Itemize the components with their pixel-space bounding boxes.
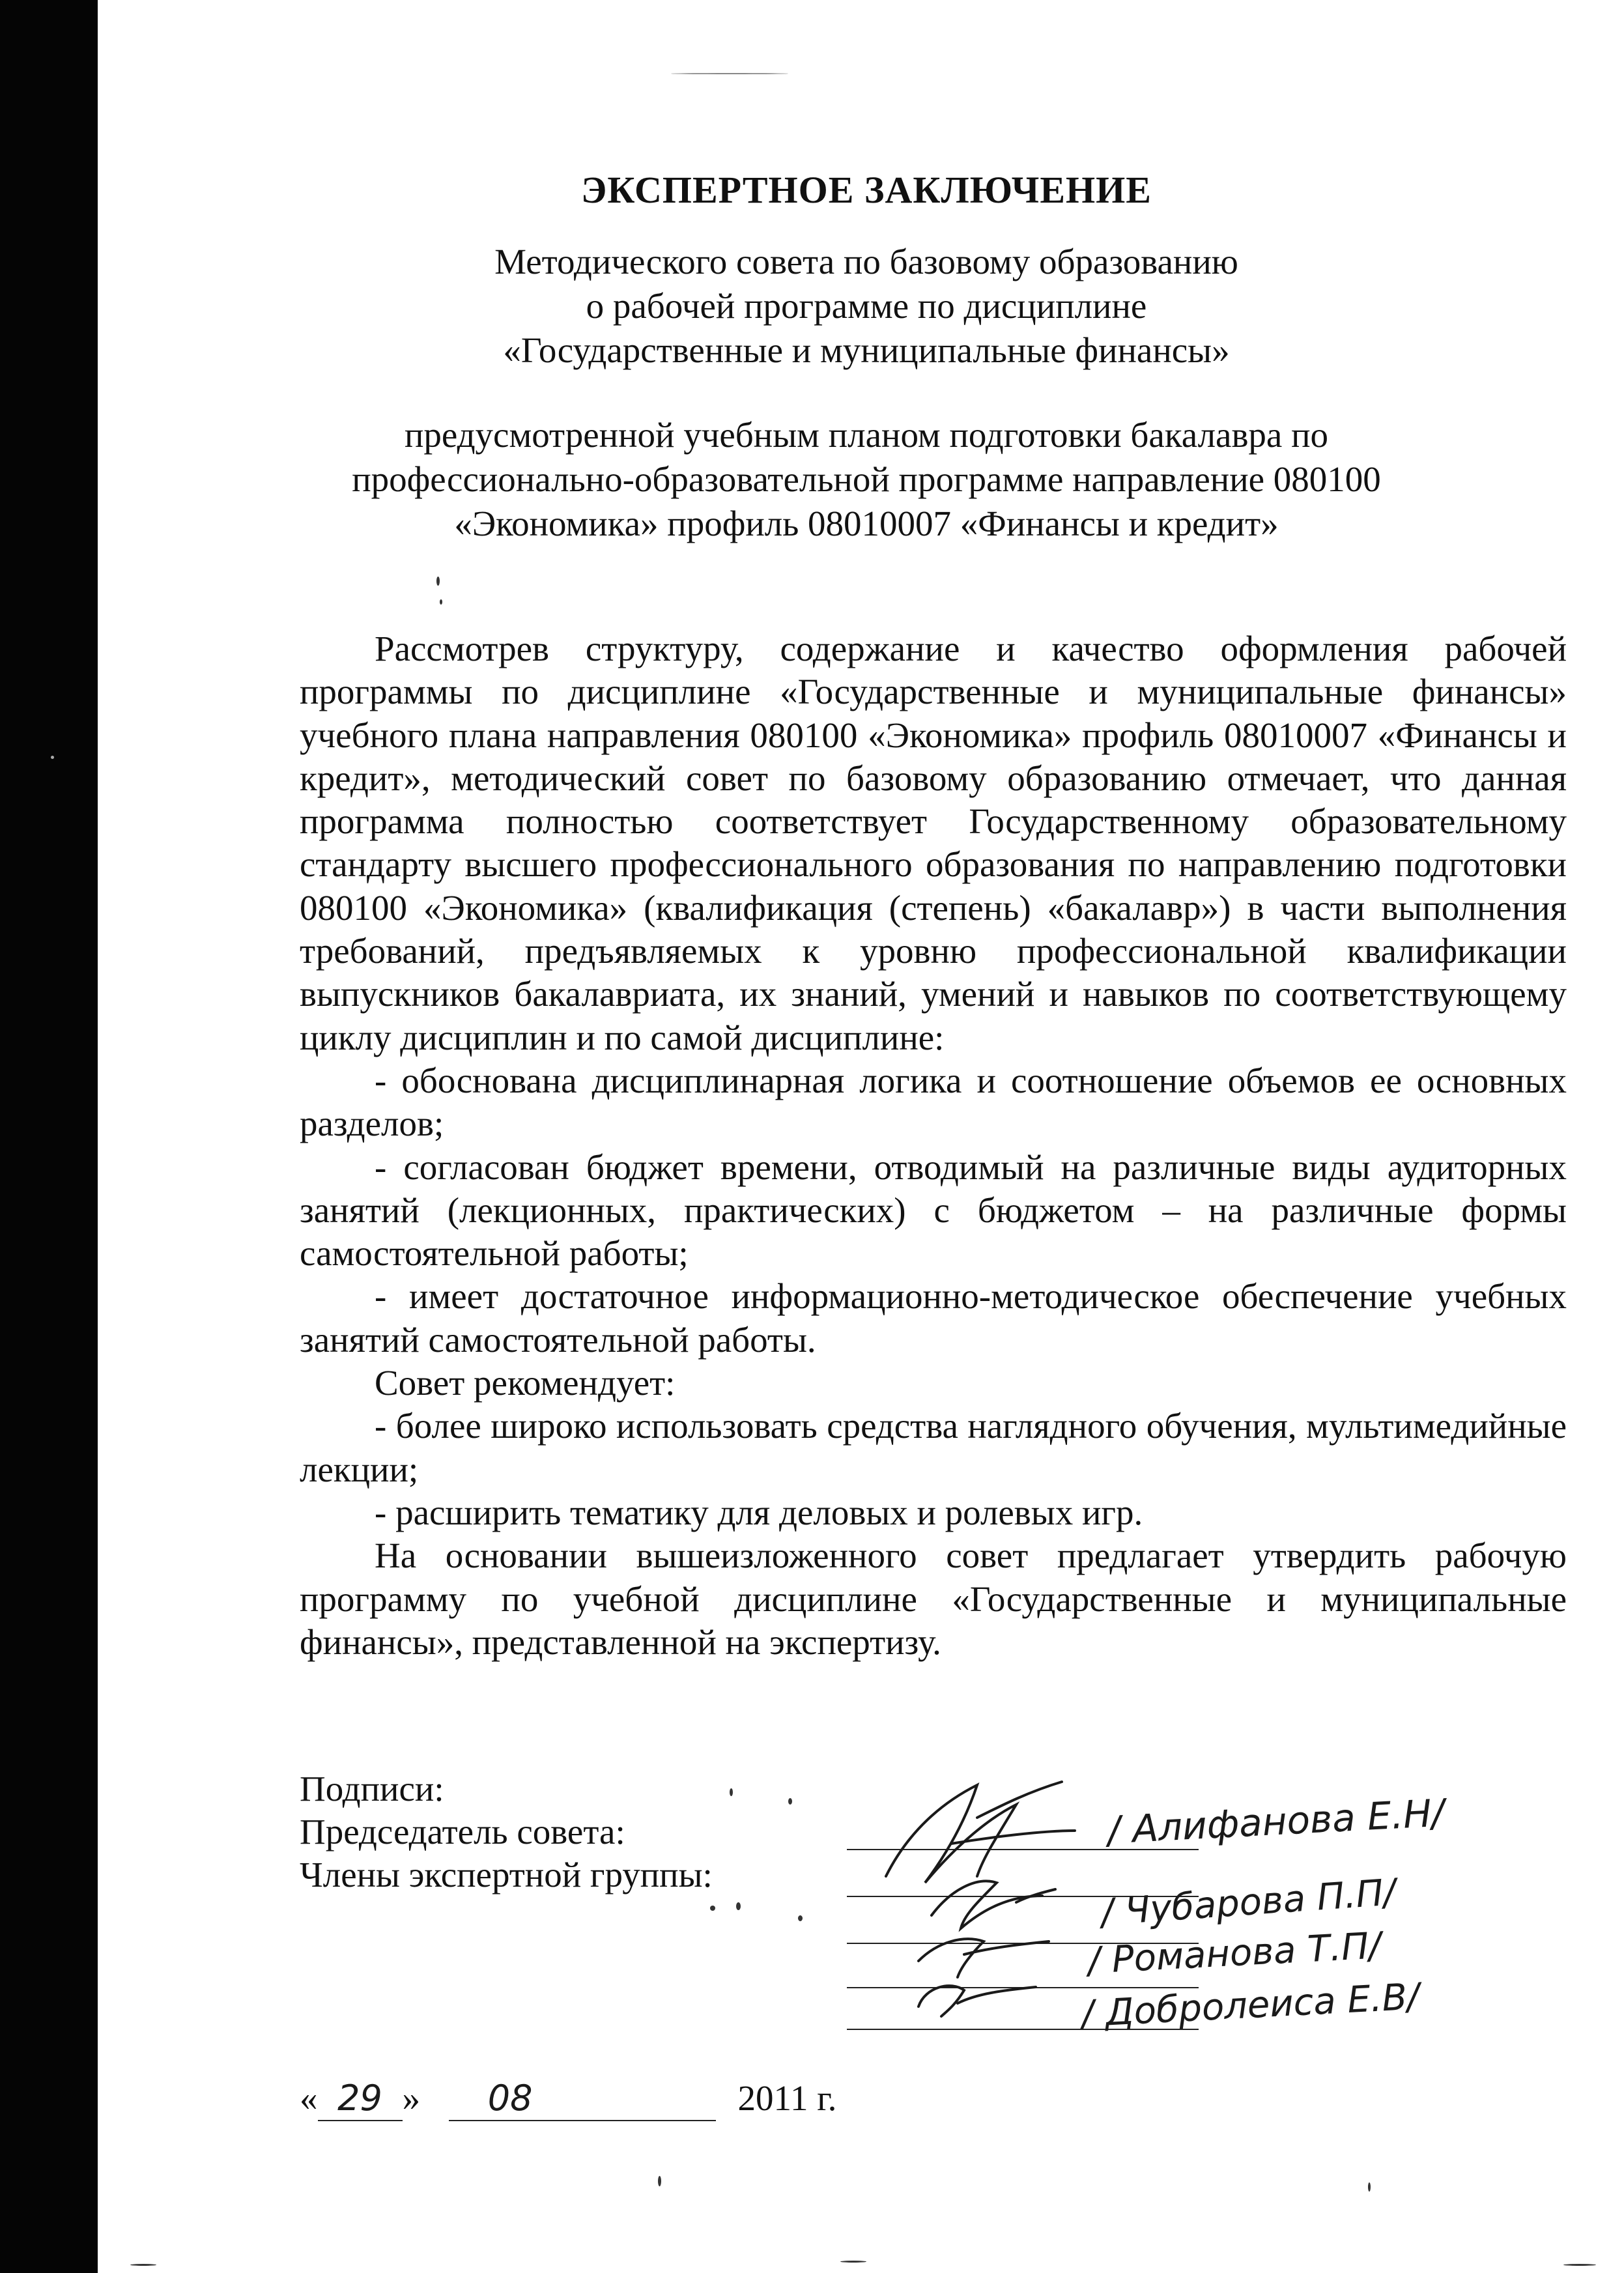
member1-signature-stroke — [932, 1881, 1055, 1928]
member3-signature-stroke — [919, 1986, 1036, 2016]
program-line: профессионально-образовательной программе направление 080100 — [352, 459, 1381, 499]
paragraph-support: - имеет достаточное информационно-методическое обеспечение учебных занятий самостоятельной работы. — [300, 1276, 1567, 1360]
scan-speck — [440, 599, 442, 605]
scan-speck — [788, 1798, 792, 1805]
date-close-quote: » — [402, 2078, 420, 2118]
scan-speck — [730, 1788, 733, 1796]
paragraph-logic: - обоснована дисциплинарная логика и соотношение объемов ее основных разделов; — [300, 1060, 1567, 1144]
chair-name-handwritten: / Алифанова Е.Н/ — [1106, 1790, 1446, 1853]
date-day: 29 — [337, 2078, 382, 2119]
member-name-handwritten: / Чубарова П.П/ — [1100, 1871, 1397, 1934]
program-line: «Экономика» профиль 08010007 «Финансы и кредит» — [454, 504, 1279, 543]
paragraph-games: - расширить тематику для деловых и ролевых игр. — [375, 1492, 1143, 1532]
date-row — [300, 2077, 951, 2121]
scan-speck — [130, 2264, 156, 2266]
program-line: предусмотренной учебным планом подготовки бакалавра по — [404, 415, 1329, 455]
handwritten-signatures-icon — [847, 1746, 1531, 2020]
scan-speck — [710, 1906, 715, 1911]
paragraph-review: Рассмотрев структуру, содержание и качество оформления рабочей программы по дисциплине «Государственные и муниципальные финансы» учебного плана направления 080100 «Экономика» профиль 08010007 «Финансы и кредит», методический совет по базовому образованию отмечает, что данная программа полностью соответствует Государственному образовательному стандарту высшего профессионального образования по направлению подготовки 080100 «Экономика» (квалификация (степень) «бакалавр») в части выполнения требований, предъявляемых к уровню профессиональной квалификации выпускников бакалавриата, их знаний, умений и навыков по соответствующему циклу дисциплин и по самой дисциплине: — [300, 629, 1567, 1057]
date-year: 2011 г. — [737, 2078, 837, 2118]
subtitle-line: «Государственные и муниципальные финансы» — [503, 330, 1230, 370]
paragraph-conclusion: На основании вышеизложенного совет предлагает утвердить рабочую программу по учебной дисциплине «Государственные и муниципальные финансы», представленной на экспертизу. — [300, 1536, 1567, 1662]
chair-label: Председатель совета: — [300, 1812, 625, 1851]
scan-speck — [840, 2261, 866, 2263]
signatures-block — [300, 1767, 756, 1896]
scan-speck — [1563, 2264, 1596, 2266]
members-label: Члены экспертной группы: — [300, 1855, 713, 1894]
scan-speck — [736, 1902, 741, 1910]
paragraph-recommends: Совет рекомендует: — [375, 1363, 676, 1403]
date-month-field — [449, 2077, 716, 2121]
scan-speck — [671, 73, 788, 74]
member2-signature-stroke — [919, 1939, 1049, 1977]
subtitle-line: о рабочей программе по дисциплине — [586, 286, 1147, 326]
document-title: ЭКСПЕРТНОЕ ЗАКЛЮЧЕНИЕ — [581, 169, 1152, 211]
chair-signature-stroke — [886, 1782, 1075, 1883]
scan-speck — [1368, 2182, 1371, 2192]
date-open-quote: « — [300, 2078, 318, 2118]
scan-speck — [658, 2176, 661, 2186]
paragraph-budget: - согласован бюджет времени, отводимый на различные виды аудиторных занятий (лекционных, практических) с бюджетом – на различные формы самостоятельной работы; — [300, 1147, 1567, 1274]
document-subtitle — [274, 240, 1459, 373]
document-body — [300, 627, 1567, 1664]
program-description — [274, 413, 1459, 546]
member-name-handwritten: / Романова Т.П/ — [1087, 1924, 1382, 1982]
subtitle-line: Методического совета по базовому образованию — [494, 242, 1238, 281]
paragraph-multimedia: - более широко использовать средства наглядного обучения, мультимедийные лекции; — [300, 1406, 1567, 1489]
date-day-field — [318, 2077, 403, 2121]
date-month: 08 — [487, 2078, 533, 2119]
scan-speck — [436, 577, 440, 586]
scan-speck — [798, 1915, 803, 1921]
scan-speck — [51, 756, 54, 759]
signatures-heading: Подписи: — [300, 1769, 444, 1808]
member-name-handwritten: / Добролеиса Е.В/ — [1080, 1975, 1421, 2036]
